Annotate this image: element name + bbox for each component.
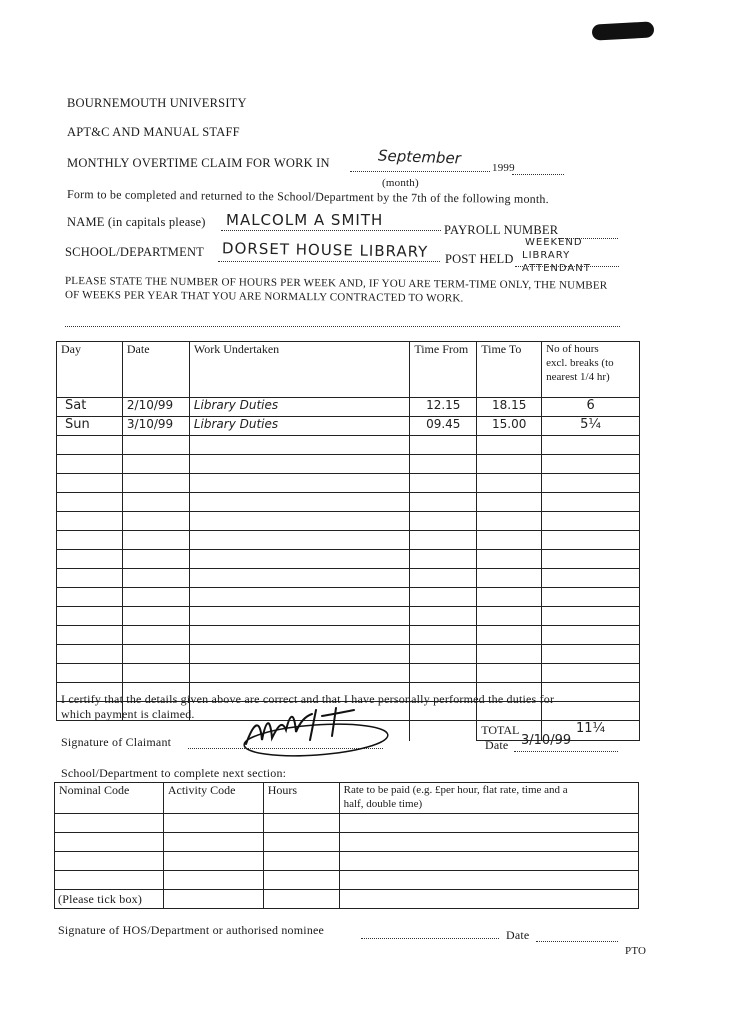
row-work[interactable]: Library Duties [189, 398, 409, 417]
empty-cell[interactable] [542, 550, 640, 569]
empty-cell[interactable] [189, 436, 409, 455]
post-value-line2[interactable]: LIBRARY [522, 250, 571, 261]
name-value[interactable]: MALCOLM A SMITH [226, 211, 384, 229]
empty-cell[interactable] [122, 588, 189, 607]
empty-cell[interactable] [477, 493, 542, 512]
dept-row [55, 852, 639, 871]
claim-date-value[interactable]: 3/10/99 [521, 733, 572, 748]
empty-cell[interactable] [122, 474, 189, 493]
activity-code-cell[interactable] [163, 890, 263, 909]
empty-cell[interactable] [57, 664, 123, 683]
table-row-empty [57, 474, 640, 493]
empty-cell[interactable] [122, 569, 189, 588]
table-row-empty [57, 550, 640, 569]
empty-cell[interactable] [122, 550, 189, 569]
empty-cell[interactable] [410, 550, 477, 569]
empty-cell[interactable] [189, 531, 409, 550]
empty-cell[interactable] [189, 664, 409, 683]
school-value[interactable]: DORSET HOUSE LIBRARY [221, 239, 429, 261]
header-nominal-code: Nominal Code [55, 783, 164, 814]
hours-cell[interactable] [263, 833, 339, 852]
total-spacer [410, 721, 477, 741]
header-dept-hours: Hours [263, 783, 339, 814]
empty-cell[interactable] [410, 436, 477, 455]
table-row-empty [57, 607, 640, 626]
empty-cell[interactable] [57, 607, 123, 626]
hours-cell[interactable] [263, 814, 339, 833]
empty-cell[interactable] [189, 607, 409, 626]
row-hours[interactable]: 6 [542, 398, 640, 417]
empty-cell[interactable] [477, 569, 542, 588]
payroll-label: PAYROLL NUMBER [444, 223, 559, 237]
empty-cell[interactable] [122, 645, 189, 664]
empty-cell[interactable] [542, 512, 640, 531]
empty-cell[interactable] [542, 626, 640, 645]
empty-cell[interactable] [542, 607, 640, 626]
empty-cell[interactable] [189, 550, 409, 569]
activity-code-cell[interactable] [163, 833, 263, 852]
nominal-code-cell[interactable] [55, 871, 164, 890]
total-label: TOTAL [477, 721, 542, 741]
row-time-to[interactable]: 18.15 [477, 398, 542, 417]
post-line [515, 266, 619, 267]
empty-cell[interactable] [57, 645, 123, 664]
row-day[interactable]: Sat [57, 398, 123, 417]
tick-box-note: (Please tick box) [58, 892, 143, 906]
activity-code-cell[interactable] [163, 852, 263, 871]
empty-cell[interactable] [189, 474, 409, 493]
work-table [56, 341, 640, 741]
empty-cell[interactable] [189, 493, 409, 512]
table-row [57, 417, 640, 436]
row-work[interactable]: Library Duties [189, 417, 409, 436]
row-time-from[interactable]: 12.15 [410, 398, 477, 417]
empty-cell[interactable] [410, 645, 477, 664]
empty-cell[interactable] [477, 474, 542, 493]
hours-instruction-line2: OF WEEKS PER YEAR THAT YOU ARE NORMALLY CONTRACTED TO WORK. [64, 289, 464, 305]
certify-text-line1: I certify that the details given above are correct and that I have personally performed the duties for [61, 692, 555, 706]
empty-cell[interactable] [189, 569, 409, 588]
empty-cell[interactable] [189, 588, 409, 607]
empty-cell[interactable] [410, 474, 477, 493]
activity-code-cell[interactable] [163, 871, 263, 890]
row-day[interactable]: Sun [57, 417, 123, 436]
empty-cell[interactable] [57, 531, 123, 550]
empty-cell[interactable] [189, 512, 409, 531]
university-name: BOURNEMOUTH UNIVERSITY [67, 96, 247, 110]
hos-signature-line [361, 938, 499, 939]
empty-cell[interactable] [542, 588, 640, 607]
nominal-code-cell[interactable] [55, 833, 164, 852]
empty-cell[interactable] [57, 512, 123, 531]
empty-cell[interactable] [542, 436, 640, 455]
rate-cell[interactable] [339, 871, 638, 890]
empty-cell[interactable] [477, 531, 542, 550]
empty-cell[interactable] [410, 569, 477, 588]
post-held-label: POST HELD [445, 252, 514, 266]
table-row-empty [57, 569, 640, 588]
instruction-text: Form to be completed and returned to the School/Department by the 7th of the following month. [66, 187, 549, 207]
header-hours-line2: excl. breaks (to [546, 357, 614, 369]
empty-cell[interactable] [410, 588, 477, 607]
table-row-empty [57, 493, 640, 512]
table-row-empty [57, 455, 640, 474]
activity-code-cell[interactable] [163, 814, 263, 833]
staff-type: APT&C AND MANUAL STAFF [67, 125, 240, 139]
redaction-mark [592, 21, 655, 40]
table-row-empty [57, 645, 640, 664]
empty-cell[interactable] [410, 607, 477, 626]
table-row-empty [57, 512, 640, 531]
empty-cell[interactable] [410, 626, 477, 645]
row-hours[interactable]: 5¼ [542, 417, 640, 436]
empty-cell[interactable] [542, 683, 640, 702]
name-label: NAME (in capitals please) [67, 215, 206, 229]
name-line [221, 230, 441, 231]
table-row [57, 398, 640, 417]
empty-cell[interactable] [542, 569, 640, 588]
empty-cell[interactable] [477, 607, 542, 626]
dept-row [55, 890, 639, 909]
header-day: Day [57, 342, 123, 398]
empty-cell[interactable] [57, 455, 123, 474]
empty-cell[interactable] [57, 588, 123, 607]
empty-cell[interactable] [122, 455, 189, 474]
empty-cell[interactable] [542, 645, 640, 664]
month-caption: (month) [382, 177, 419, 189]
empty-cell[interactable] [410, 664, 477, 683]
claimant-signature[interactable] [236, 700, 392, 762]
empty-cell[interactable] [542, 702, 640, 721]
header-hours-line3: nearest 1/4 hr) [546, 371, 610, 383]
table-row-empty [57, 436, 640, 455]
empty-cell[interactable] [410, 455, 477, 474]
empty-cell[interactable] [410, 493, 477, 512]
header-time-to: Time To [477, 342, 542, 398]
claim-date-label: Date [485, 738, 509, 752]
header-rate-line1: Rate to be paid (e.g. £per hour, flat rate, time and a [343, 784, 568, 796]
rate-cell[interactable] [339, 890, 638, 909]
empty-cell[interactable] [57, 493, 123, 512]
empty-cell[interactable] [122, 607, 189, 626]
empty-cell[interactable] [122, 531, 189, 550]
dept-row [55, 814, 639, 833]
row-date[interactable]: 3/10/99 [122, 417, 189, 436]
empty-cell[interactable] [122, 626, 189, 645]
empty-cell[interactable] [410, 512, 477, 531]
empty-cell[interactable] [189, 626, 409, 645]
empty-cell[interactable] [477, 455, 542, 474]
header-rate-line2: half, double time) [343, 798, 423, 810]
empty-cell[interactable] [122, 664, 189, 683]
dept-table-header [55, 783, 639, 814]
empty-cell[interactable] [410, 531, 477, 550]
pto-label: PTO [625, 945, 647, 957]
empty-cell[interactable] [477, 436, 542, 455]
empty-cell[interactable] [122, 512, 189, 531]
post-value-line1[interactable]: WEEKEND [525, 237, 583, 248]
dept-row [55, 833, 639, 852]
dept-section-title: School/Department to complete next section: [61, 766, 287, 780]
empty-cell[interactable] [57, 569, 123, 588]
empty-cell[interactable] [477, 550, 542, 569]
claim-title: MONTHLY OVERTIME CLAIM FOR WORK IN [67, 156, 330, 170]
work-table-header [57, 342, 640, 398]
hours-cell[interactable] [263, 852, 339, 871]
table-row-empty [57, 664, 640, 683]
rate-cell[interactable] [339, 852, 638, 871]
table-row-empty [57, 588, 640, 607]
header-date: Date [122, 342, 189, 398]
row-time-to[interactable]: 15.00 [477, 417, 542, 436]
hours-instruction-line1: PLEASE STATE THE NUMBER OF HOURS PER WEEK AND, IF YOU ARE TERM-TIME ONLY, THE NUMBER [64, 275, 608, 292]
empty-cell[interactable] [477, 626, 542, 645]
row-date[interactable]: 2/10/99 [122, 398, 189, 417]
empty-cell[interactable] [542, 474, 640, 493]
hos-date-line [536, 941, 618, 942]
nominal-code-cell[interactable] [55, 852, 164, 871]
empty-cell[interactable] [189, 455, 409, 474]
header-work: Work Undertaken [189, 342, 409, 398]
rate-cell[interactable] [339, 833, 638, 852]
empty-cell[interactable] [57, 474, 123, 493]
header-time-from: Time From [410, 342, 477, 398]
total-value[interactable]: 11¼ [542, 721, 640, 741]
empty-cell[interactable] [57, 626, 123, 645]
post-value-line3[interactable]: ATTENDANT [522, 263, 591, 274]
header-hours-line1: No of hours [546, 343, 599, 355]
nominal-code-cell[interactable] [55, 814, 164, 833]
claim-date-line [514, 751, 618, 752]
empty-cell[interactable] [542, 664, 640, 683]
hours-cell[interactable] [263, 890, 339, 909]
empty-cell[interactable] [542, 455, 640, 474]
certify-text-line2: which payment is claimed. [61, 707, 195, 721]
empty-cell[interactable] [477, 512, 542, 531]
empty-cell[interactable] [477, 588, 542, 607]
empty-cell[interactable] [189, 645, 409, 664]
empty-cell[interactable] [122, 436, 189, 455]
claimant-signature-label: Signature of Claimant [61, 735, 172, 749]
hos-date-label: Date [506, 928, 530, 942]
school-label: SCHOOL/DEPARTMENT [65, 245, 205, 259]
hours-cell[interactable] [263, 871, 339, 890]
school-line [218, 261, 440, 262]
dept-row [55, 871, 639, 890]
contract-hours-line [65, 326, 620, 327]
empty-cell[interactable] [57, 436, 123, 455]
table-row-empty [57, 531, 640, 550]
table-row-empty [57, 626, 640, 645]
empty-cell[interactable] [477, 645, 542, 664]
month-line [350, 171, 490, 172]
month-value[interactable]: September [377, 146, 462, 168]
rate-cell[interactable] [339, 814, 638, 833]
empty-cell[interactable] [122, 493, 189, 512]
empty-cell[interactable] [57, 550, 123, 569]
empty-cell[interactable] [542, 493, 640, 512]
dept-table [54, 782, 639, 909]
empty-cell[interactable] [542, 531, 640, 550]
header-activity-code: Activity Code [163, 783, 263, 814]
row-time-from[interactable]: 09.45 [410, 417, 477, 436]
header-rate [339, 783, 638, 814]
year-value[interactable]: 1999 [492, 162, 515, 174]
hos-signature-label: Signature of HOS/Department or authorised nominee [58, 923, 325, 937]
year-line [512, 174, 564, 175]
header-hours [542, 342, 640, 398]
empty-cell[interactable] [477, 664, 542, 683]
